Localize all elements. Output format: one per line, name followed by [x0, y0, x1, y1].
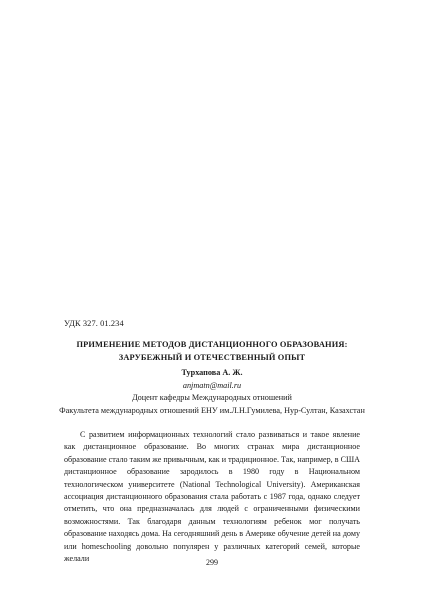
article-body	[64, 429, 360, 565]
body-paragraph-1: С развитием информационных технологий стало развиваться и такое явление как дистанционное образование. Во многих странах мира дистанционное образование стало таким же привычным, как и традиционное. Так, например, в США дистанционное образование зародилось в 1980 году в Национальном технологическом университете (National Technological University). Американская ассоциация дистанционного образования стала работать с 1987 года, однако следует отметить, что она предназначалась для людей с ограниченными физическими возможностями. Так благодаря данным технологиям ребенок мог получать образование находясь дома. На сегодняшний день в Америке обучение детей на дому или homeschooling довольно популярен у различных категорий семей, которые желали	[64, 430, 360, 564]
article-title	[60, 338, 364, 364]
title-line-2: ЗАРУБЕЖНЫЙ И ОТЕЧЕСТВЕННЫЙ ОПЫТ	[118, 353, 306, 362]
author-email: anjmatn@mail.ru	[182, 380, 242, 390]
author-block	[40, 367, 384, 417]
udk-code: УДК 327. 01.234	[64, 319, 124, 328]
title-line-1: ПРИМЕНЕНИЕ МЕТОДОВ ДИСТАНЦИОННОГО ОБРАЗОВАНИЯ:	[76, 340, 348, 349]
author-affiliation: Факультета международных отношений ЕНУ им.Л.Н.Гумилева, Нур-Султан, Казахстан	[59, 405, 365, 415]
author-position: Доцент кафедры Международных отношений	[132, 393, 292, 403]
author-name: Турхапова А. Ж.	[181, 368, 243, 377]
page-number: 299	[206, 558, 218, 567]
